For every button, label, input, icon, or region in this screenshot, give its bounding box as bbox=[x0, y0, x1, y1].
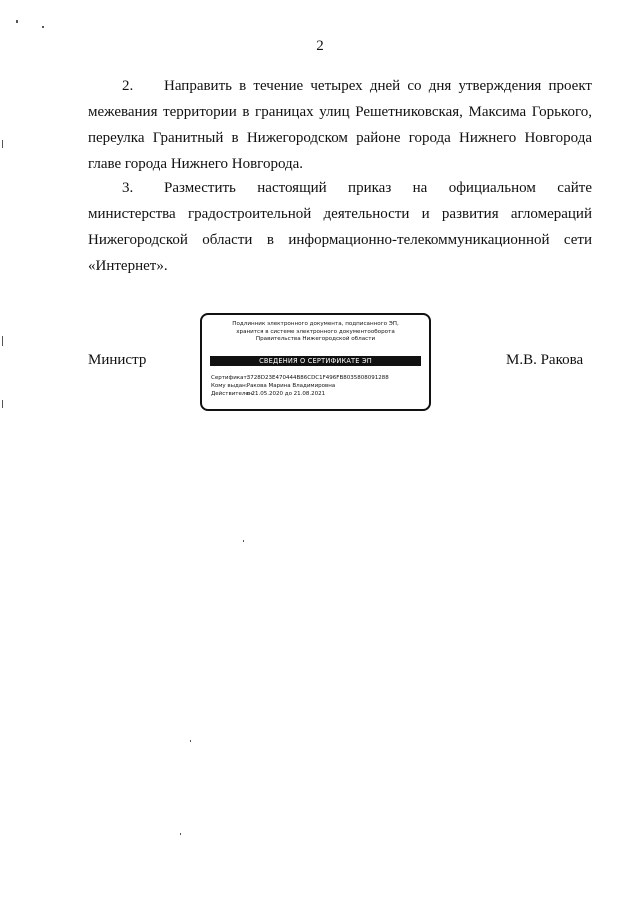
paragraph-text: Разместить настоящий приказ на официальном сайте министерства градостроительной деятельности и развития агломераций Нижегородской области в информационно-телекоммуникационной сети «Интернет». bbox=[88, 180, 592, 274]
stamp-label: Сертификат: bbox=[211, 375, 249, 381]
electronic-signature-stamp bbox=[200, 313, 431, 411]
stamp-valid-row bbox=[211, 390, 423, 398]
paragraph-number: 2. bbox=[122, 78, 134, 94]
paragraph-text: Направить в течение четырех дней со дня утверждения проект межевания территории в границах улиц Решетниковская, Максима Горького, переулка Гранитный в Нижегородском районе города Нижнего Новгорода главе города Нижнего Новгорода. bbox=[88, 78, 592, 172]
paragraph-number: 3. bbox=[122, 180, 134, 196]
stamp-header-line: Подлинник электронного документа, подписанного ЭП, bbox=[232, 321, 399, 327]
stamp-header-line: Правительства Нижегородской области bbox=[255, 336, 376, 342]
stamp-certificate-row bbox=[211, 374, 423, 382]
stamp-label: Действителен: bbox=[211, 391, 255, 397]
stamp-details bbox=[211, 374, 423, 398]
stamp-issued-row bbox=[211, 382, 423, 390]
stamp-header bbox=[208, 321, 423, 344]
page-number: 2 bbox=[316, 38, 324, 54]
scan-speck bbox=[2, 400, 3, 408]
paragraph-3 bbox=[88, 175, 592, 279]
stamp-header-line: хранится в системе электронного документооборота bbox=[236, 328, 395, 335]
scan-speck bbox=[2, 140, 3, 148]
scan-speck bbox=[16, 20, 18, 23]
signer-name: М.В. Ракова bbox=[506, 352, 584, 368]
scan-speck bbox=[180, 833, 181, 835]
scan-speck bbox=[2, 336, 3, 346]
paragraph-2 bbox=[88, 73, 592, 177]
stamp-certificate-bar: СВЕДЕНИЯ О СЕРТИФИКАТЕ ЭП bbox=[210, 356, 421, 366]
scan-speck bbox=[190, 740, 191, 742]
signer-title: Министр bbox=[88, 352, 147, 368]
stamp-label: Кому выдан: bbox=[211, 383, 248, 389]
stamp-value: Ракова Марина Владимировна bbox=[246, 383, 336, 389]
scan-speck bbox=[42, 26, 44, 28]
stamp-value: с 21.05.2020 до 21.08.2021 bbox=[246, 391, 326, 397]
scan-speck bbox=[243, 540, 244, 542]
stamp-value: 3728D23E470444B86CDC1F496FB8035808091288 bbox=[246, 375, 389, 381]
